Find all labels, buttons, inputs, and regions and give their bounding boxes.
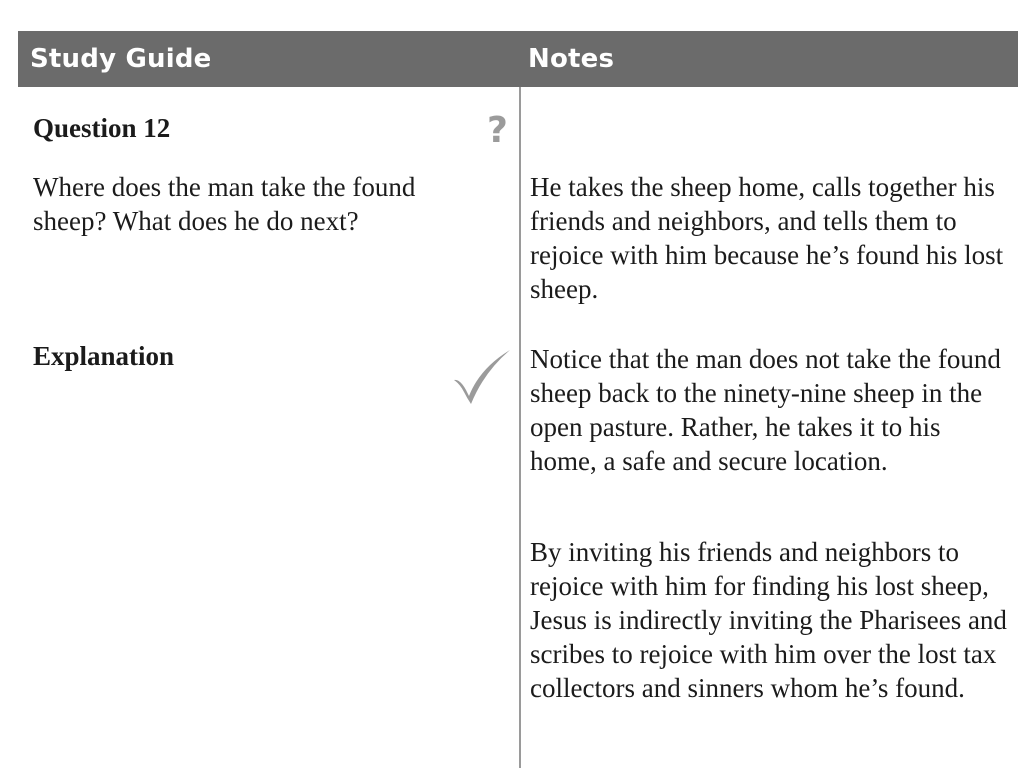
explanation-paragraph: By inviting his friends and neighbors to rejoice with him for finding his lost sheep, Jesus is indirectly inviting the Pharisees and scribes to rejoice with him over the lost tax collectors and sinners whom he’s found. [530, 537, 1007, 703]
question-text: Where does the man take the found sheep? What does he do next? [33, 172, 416, 236]
explanation-label: Explanation [33, 341, 175, 371]
explanation-paragraph: Notice that the man does not take the found sheep back to the ninety-nine sheep in the open pasture. Rather, he takes it to his home, a safe and secure location. [530, 344, 1001, 476]
question-mark-icon: ? [487, 110, 508, 151]
study-guide-header: Study Guide [30, 44, 212, 74]
notes-header: Notes [528, 44, 615, 74]
header-bar [18, 31, 1018, 87]
answer-text: He takes the sheep home, calls together his friends and neighbors, and tells them to rejoice with him because he’s found his lost sheep. [530, 172, 1004, 304]
question-label: Question 12 [33, 113, 171, 143]
column-divider [519, 87, 521, 768]
checkmark-icon [452, 346, 512, 406]
